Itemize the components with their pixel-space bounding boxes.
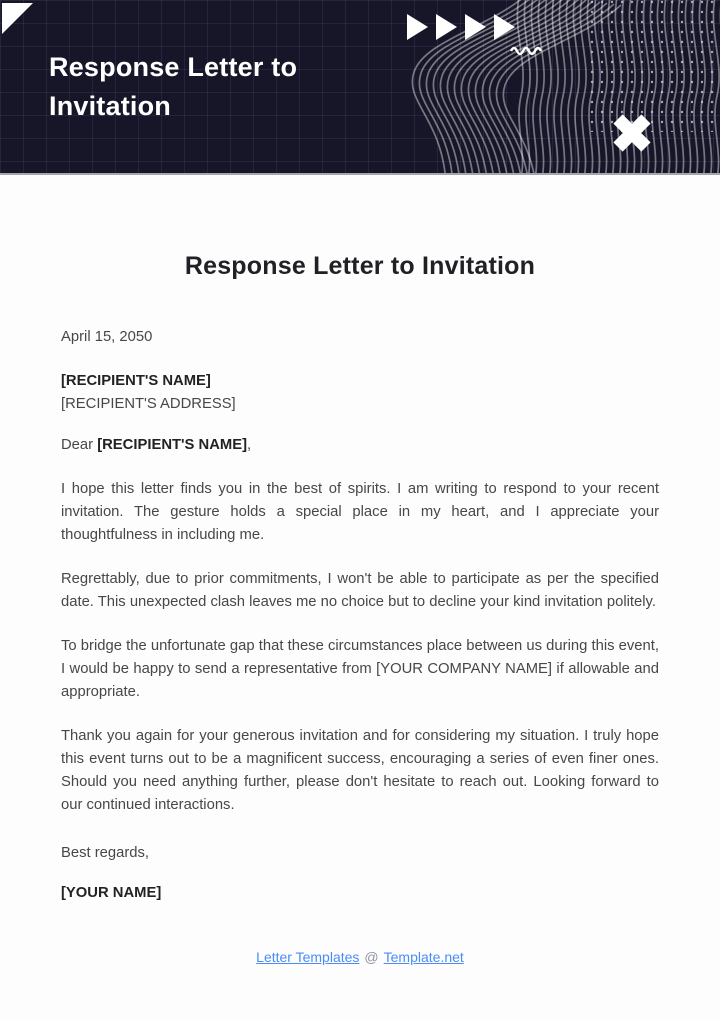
signature-name: [YOUR NAME] <box>61 885 162 901</box>
recipient-block <box>61 370 659 416</box>
play-arrow-icon <box>407 14 428 40</box>
letter-body <box>0 326 720 905</box>
corner-triangle-icon <box>0 0 40 40</box>
squiggle-icon <box>510 44 544 56</box>
play-arrow-icon <box>436 14 457 40</box>
salutation <box>61 434 659 457</box>
play-arrows-icon <box>407 14 515 40</box>
banner <box>0 0 720 175</box>
recipient-name: [RECIPIENT'S NAME] <box>61 373 211 389</box>
letter-paragraph: Thank you again for your generous invitation and for considering my situation. I truly hope this event turns out to be a magnificent success, encouraging a series of even finer ones. Should you need anything further, please don't hesitate to reach out. Looking forward to our continued interactions. <box>61 728 659 813</box>
salutation-prefix: Dear <box>61 437 98 453</box>
page-title: Response Letter to Invitation <box>184 252 536 280</box>
letter-date: April 15, 2050 <box>61 329 153 345</box>
play-arrow-icon <box>465 14 486 40</box>
letter-paragraph: I hope this letter finds you in the best of spirits. I am writing to respond to your recent invitation. The gesture holds a special place in my heart, and I appreciate your thoughtfulness in including me. <box>61 481 659 543</box>
play-arrow-icon <box>494 14 515 40</box>
letter-templates-link[interactable]: Letter Templates <box>256 949 360 965</box>
recipient-address: [RECIPIENT'S ADDRESS] <box>61 396 236 412</box>
letter-paragraph: To bridge the unfortunate gap that these circumstances place between us during this event, I would be happy to send a representative from [YOUR COMPANY NAME] if allowable and appropriate. <box>61 638 659 700</box>
x-mark-icon <box>609 110 655 156</box>
footer-separator: @ <box>364 949 379 965</box>
template-net-link[interactable]: Template.net <box>383 949 464 965</box>
salutation-recipient-name: [RECIPIENT'S NAME] <box>97 437 248 453</box>
letter-paragraph: Regrettably, due to prior commitments, I won't be able to participate as per the specified date. This unexpected clash leaves me no choice but to decline your kind invitation politely. <box>61 571 659 610</box>
salutation-suffix: , <box>247 437 252 453</box>
closing: Best regards, <box>61 845 150 861</box>
footer <box>0 949 720 965</box>
banner-title: Response Letter to Invitation <box>49 52 298 121</box>
